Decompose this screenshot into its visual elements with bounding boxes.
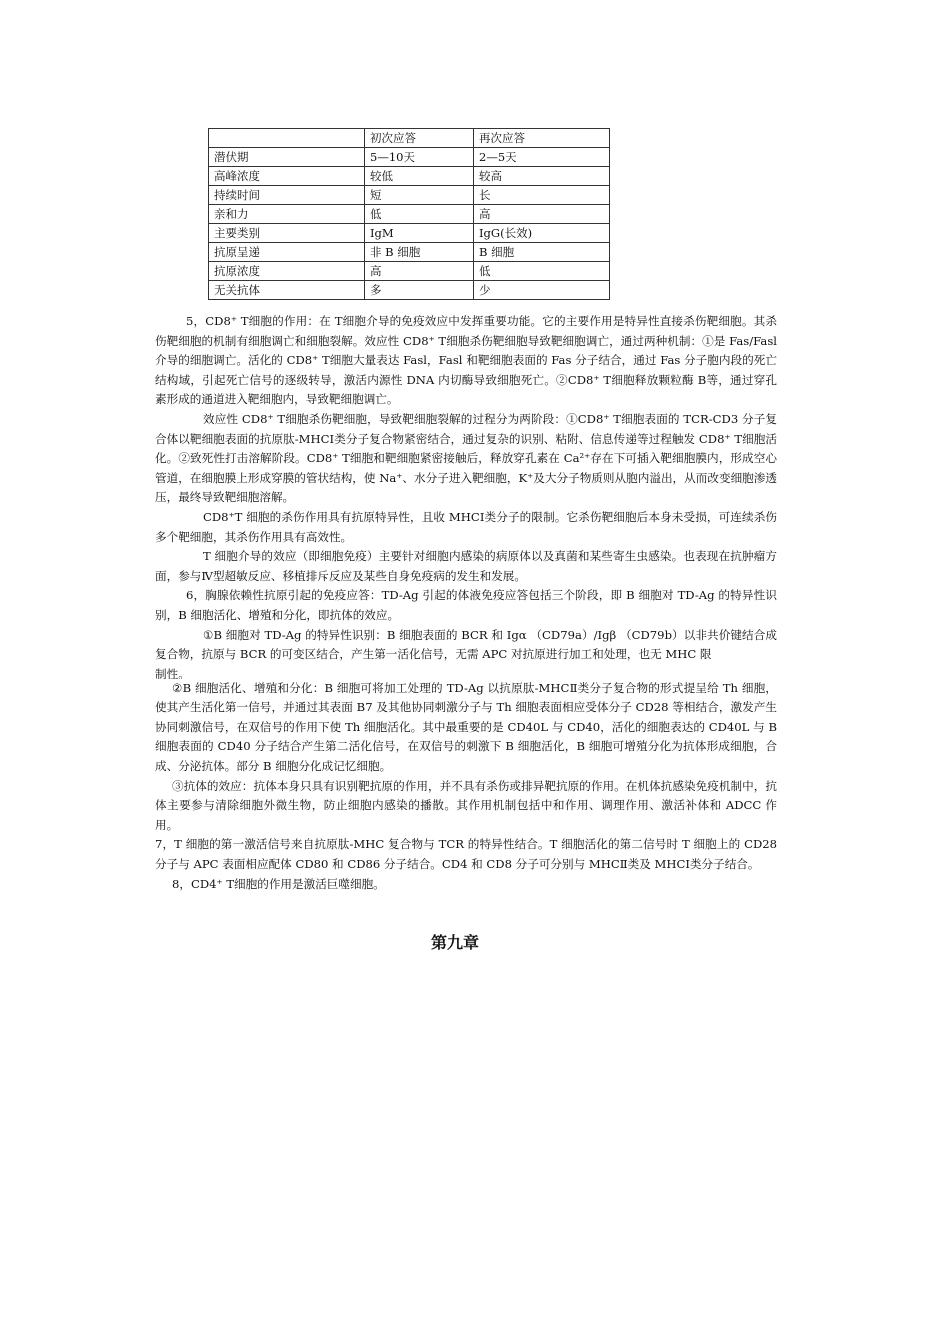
table-cell: 较低	[365, 167, 474, 186]
paragraph-b-cell-recognition-end: 制性。	[155, 666, 190, 679]
table-cell: 主要类别	[209, 224, 365, 243]
paragraph-td-antigen: 6，胸腺依赖性抗原引起的免疫应答：TD-Ag 引起的体液免疫应答包括三个阶段，即 B 细胞对 TD-Ag 的特异性识别，B 细胞活化、增殖和分化，即抗体的效应。	[155, 588, 777, 622]
table-body	[209, 129, 610, 300]
table-cell: 高	[365, 262, 474, 281]
table-cell: 低	[365, 205, 474, 224]
chapter-title: 第九章	[430, 933, 479, 952]
table-cell: 低	[474, 262, 610, 281]
table-row	[209, 186, 610, 205]
table-cell: 抗原浓度	[209, 262, 365, 281]
table-header-cell	[209, 129, 365, 148]
paragraph-b-cell-activation: ②B 细胞活化、增殖和分化：B 细胞可将加工处理的 TD-Ag 以抗原肽-MHCⅡ类分子复合物的形式提呈给 Th 细胞，使其产生活化第一信号，并通过其表面 B7 及其他协同刺激分子与 Th 细胞表面相应受体分子 CD28 等相结合，激发产生协同刺激信号，在双信号的作用下使 Th 细胞活化。其中最重要的是 CD40L 与 CD40，活化的细胞表达的 CD40L 与 B 细胞表面的 CD40 分子结合产生第二活化信号，在双信号的刺激下 B 细胞活化，B 细胞可增殖分化为抗体形成细胞，合成、分泌抗体。部分 B 细胞分化成记忆细胞。	[155, 680, 777, 774]
document-body	[155, 312, 777, 894]
table-row	[209, 281, 610, 300]
table-cell: IgG(长效)	[474, 224, 610, 243]
table-cell: 亲和力	[209, 205, 365, 224]
paragraph-cell-immunity: T 细胞介导的效应（即细胞免疫）主要针对细胞内感染的病原体以及真菌和某些寄生虫感染。也表现在抗肿瘤方面，参与Ⅳ型超敏反应、移植排斥反应及某些自身免疫病的发生和发展。	[155, 549, 777, 583]
table-cell: 抗原呈递	[209, 243, 365, 262]
table-cell: 多	[365, 281, 474, 300]
table-header-cell: 初次应答	[365, 129, 474, 148]
table-row	[209, 205, 610, 224]
table-cell: 长	[474, 186, 610, 205]
table-cell: 无关抗体	[209, 281, 365, 300]
table-cell: 少	[474, 281, 610, 300]
table-row	[209, 167, 610, 186]
table-row	[209, 243, 610, 262]
table-cell: 持续时间	[209, 186, 365, 205]
paragraph-b-cell-recognition: ①B 细胞对 TD-Ag 的特异性识别：B 细胞表面的 BCR 和 Igα （CD79a）/Igβ （CD79b）以非共价键结合成复合物，抗原与 BCR 的可变区结合，产生第一活化信号，无需 APC 对抗原进行加工和处理，也无 MHC 限	[155, 627, 777, 662]
table-cell: 较高	[474, 167, 610, 186]
paragraph-cd4-function: 8，CD4⁺ T细胞的作用是激活巨噬细胞。	[172, 876, 385, 891]
table-cell: B 细胞	[474, 243, 610, 262]
table-header-row	[209, 129, 610, 148]
table-cell: 潜伏期	[209, 148, 365, 167]
paragraph-cd8-function: 5，CD8⁺ T细胞的作用：在 T细胞介导的免疫效应中发挥重要功能。它的主要作用是特异性直接杀伤靶细胞。其杀伤靶细胞的机制有细胞调亡和细胞裂解。效应性 CD8⁺ T细胞杀伤靶细胞导致靶细胞调亡，通过两种机制：①是 Fas/Fasl 介导的细胞调亡。活化的 CD8⁺ T细胞大量表达 Fasl，Fasl 和靶细胞表面的 Fas 分子结合，通过 Fas 分子胞内段的死亡结构域，引起死亡信号的逐级转导，激活内源性 DNA 内切酶导致细胞死亡。②CD8⁺ T细胞释放颗粒酶 B等，通过穿孔素形成的通道进入靶细胞内，导致靶细胞调亡。	[155, 314, 777, 407]
table-cell: IgM	[365, 224, 474, 243]
table-cell: 5—10天	[365, 148, 474, 167]
table-header-cell: 再次应答	[474, 129, 610, 148]
table-cell: 非 B 细胞	[365, 243, 474, 262]
table-row	[209, 224, 610, 243]
immune-response-comparison-table	[208, 128, 610, 300]
table-cell: 2—5天	[474, 148, 610, 167]
table-row	[209, 262, 610, 281]
table-cell: 短	[365, 186, 474, 205]
paragraph-cd8-specificity: CD8⁺T 细胞的杀伤作用具有抗原特异性，且收 MHCⅠ类分子的限制。它杀伤靶细胞后本身未受损，可连续杀伤多个靶细胞，其杀伤作用具有高效性。	[155, 509, 777, 544]
table-cell: 高	[474, 205, 610, 224]
paragraph-cd8-lysis: 效应性 CD8⁺ T细胞杀伤靶细胞，导致靶细胞裂解的过程分为两阶段：①CD8⁺ T细胞表面的 TCR-CD3 分子复合体以靶细胞表面的抗原肽-MHCⅠ类分子复合物紧密结合，通过复杂的识别、粘附、信息传递等过程触发 CD8⁺ T细胞活化。②致死性打击溶解阶段。CD8⁺ T细胞和靶细胞紧密接触后，释放穿孔素在 Ca²⁺存在下可插入靶细胞膜内，形成空心管道，在细胞膜上形成穿膜的管状结构，使 Na⁺、水分子进入靶细胞，K⁺及大分子物质则从胞内溢出，从而改变细胞渗透压，最终导致靶细胞溶解。	[155, 411, 777, 505]
table-row	[209, 148, 610, 167]
table-cell: 高峰浓度	[209, 167, 365, 186]
paragraph-t-cell-signals: 7，T 细胞的第一激活信号来自抗原肽-MHC 复合物与 TCR 的特异性结合。T 细胞活化的第二信号时 T 细胞上的 CD28 分子与 APC 表面相应配体 CD80 和 CD86 分子结合。CD4 和 CD8 分子可分别与 MHCⅡ类及 MHCⅠ类分子结合。	[155, 837, 777, 872]
paragraph-antibody-effect: ③抗体的效应：抗体本身只具有识别靶抗原的作用，并不具有杀伤或排异靶抗原的作用。在机体抗感染免疫机制中，抗体主要参与清除细胞外微生物，防止细胞内感染的播散。其作用机制包括中和作用、调理作用、激活补体和 ADCC 作用。	[155, 778, 777, 832]
